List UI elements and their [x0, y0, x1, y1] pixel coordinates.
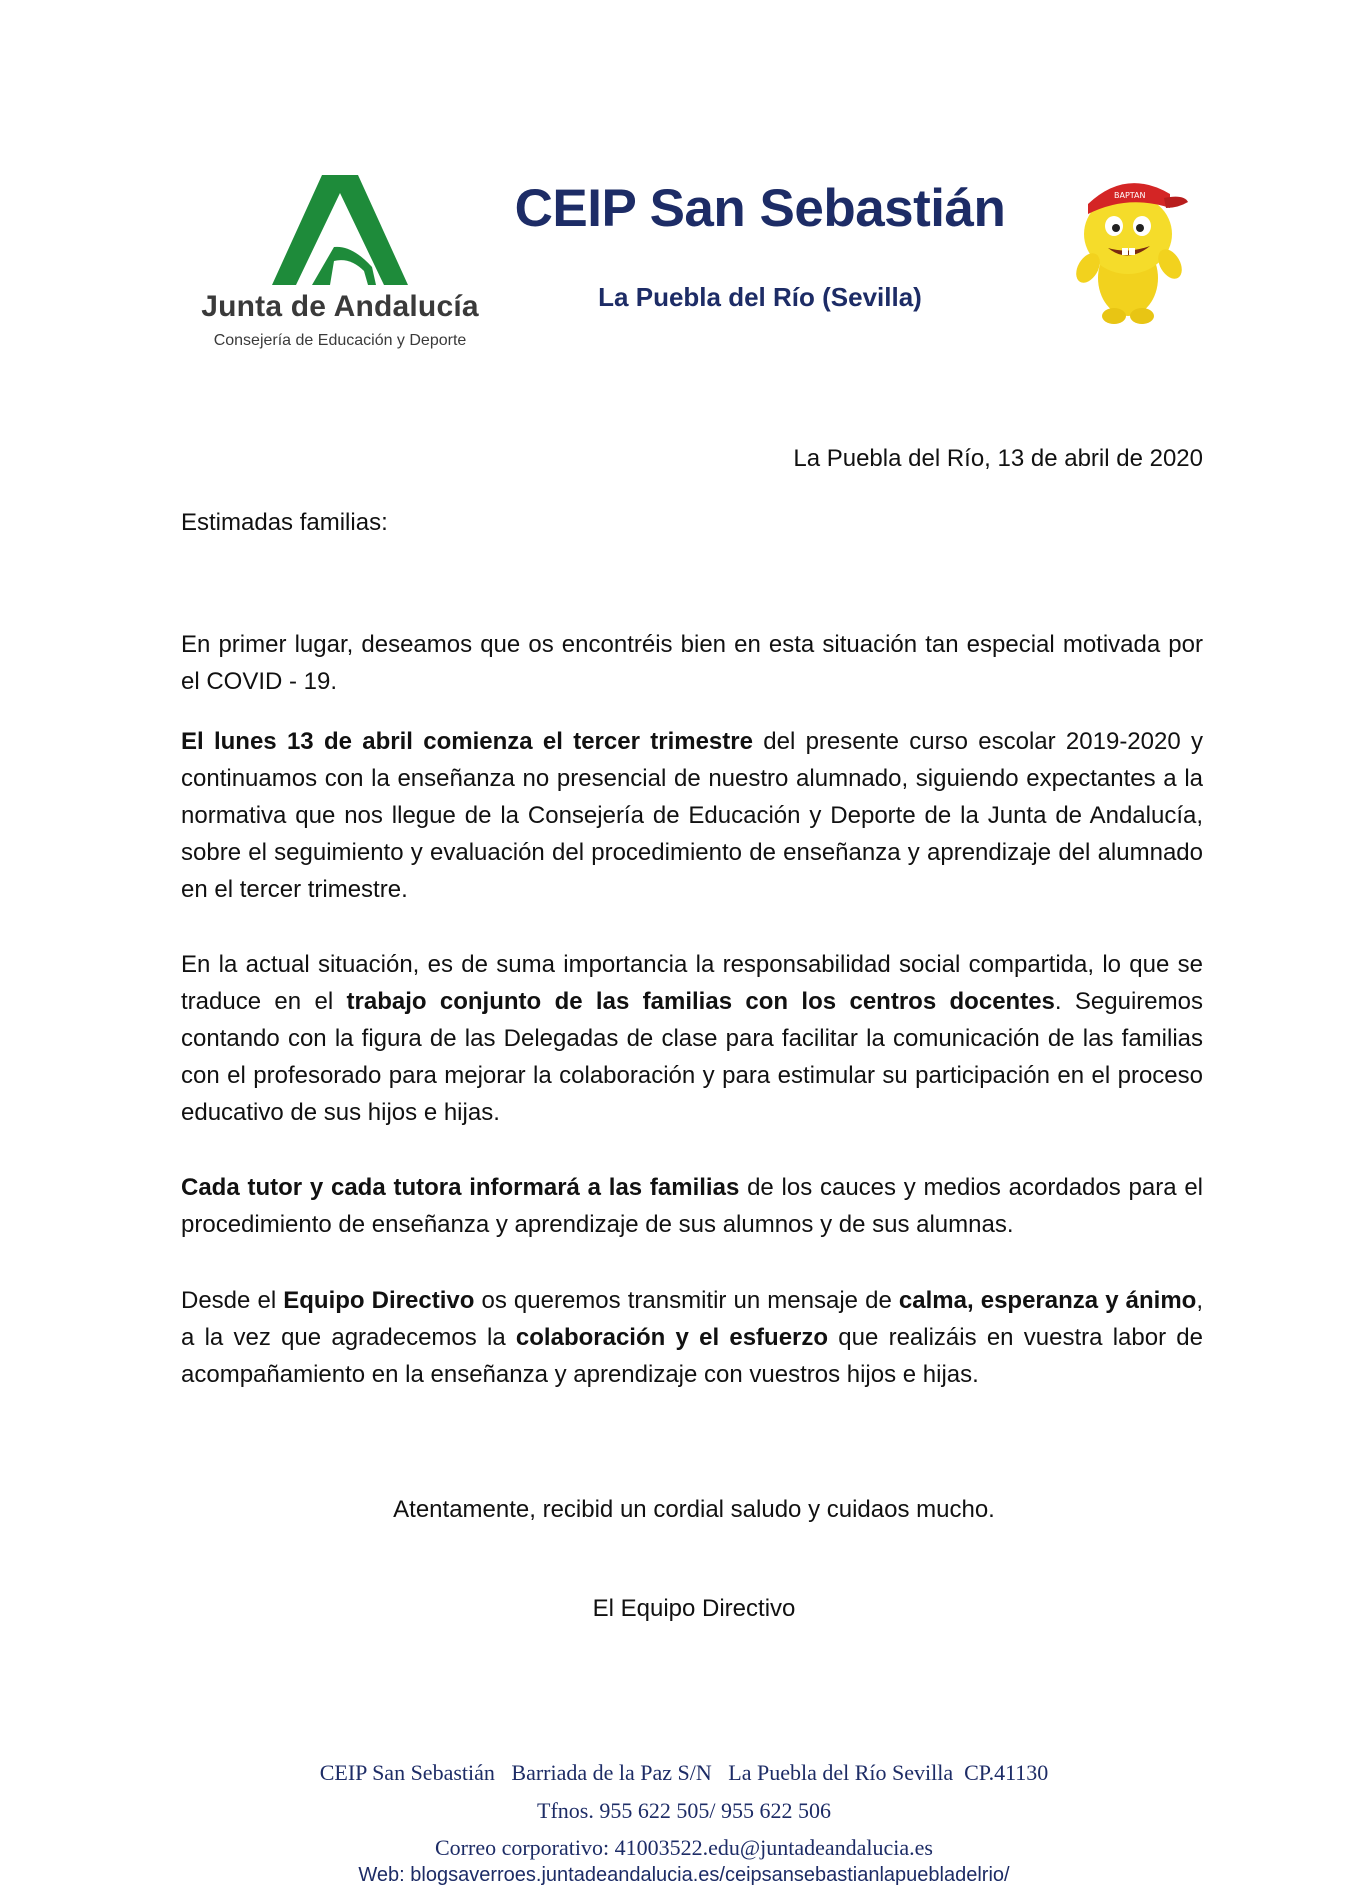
paragraph-3: [181, 946, 1203, 1131]
andalucia-a-icon: [272, 175, 408, 285]
paragraph-3-text-a: En la actual situación, es de suma importancia la responsabilidad social compartida, lo que se traduce en el: [181, 951, 1203, 1015]
paragraph-5-text-d: que realizáis en vuestra labor de acompañamiento en la enseñanza y aprendizaje con vuestros hijos e hijas.: [181, 1324, 1203, 1388]
paragraph-5-highlight-1: Equipo Directivo: [283, 1287, 475, 1314]
paragraph-2-highlight: El lunes 13 de abril comienza el tercer trimestre: [181, 728, 753, 755]
footer-web-link[interactable]: Web: blogsaverroes.juntadeandalucia.es/ceipsansebastianlapuebladelrio/: [358, 1864, 1010, 1886]
paragraph-2-text: del presente curso escolar 2019-2020 y continuamos con la enseñanza no presencial de nuestro alumnado, siguiendo expectantes a la normativa que nos llegue de la Consejería de Educación y Deporte de la Junta de Andalucía, sobre el seguimiento y evaluación del procedimiento de enseñanza y aprendizaje del alumnado en el tercer trimestre.: [181, 728, 1203, 903]
paragraph-5: [181, 1282, 1203, 1393]
mascot-image: [1066, 168, 1190, 328]
paragraph-3-highlight: trabajo conjunto de las familias con los centros docentes: [346, 988, 1055, 1015]
paragraph-5-highlight-2: calma, esperanza y ánimo: [898, 1287, 1197, 1314]
paragraph-3-text-b: . Seguiremos contando con la figura de las Delegadas de clase para facilitar la comunicación de las familias con el profesorado para mejorar la colaboración y para estimular su participación en el proceso educativo de sus hijos e hijas.: [181, 988, 1203, 1126]
paragraph-5-text-a: Desde el: [181, 1287, 284, 1314]
paragraph-4-text: de los cauces y medios acordados para el procedimiento de enseñanza y aprendizaje de sus alumnos y de sus alumnas.: [181, 1174, 1203, 1238]
paragraph-4: [181, 1169, 1203, 1243]
paragraph-5-text-b: os queremos transmitir un mensaje de: [474, 1287, 899, 1314]
paragraph-2: [181, 723, 1203, 908]
school-location: La Puebla del Río (Sevilla): [598, 282, 922, 312]
letter-date: La Puebla del Río, 13 de abril de 2020: [793, 445, 1203, 472]
mascot-cap-text: BAPTAN: [1114, 191, 1146, 200]
letter-greeting: Estimadas familias:: [181, 509, 388, 536]
letter-closing: Atentamente, recibid un cordial saludo y cuidaos mucho.: [393, 1496, 995, 1523]
paragraph-5-text-c: , a la vez que agradecemos la: [181, 1287, 1204, 1351]
letter-signature: El Equipo Directivo: [592, 1595, 796, 1622]
org-department: Consejería de Educación y Deporte: [213, 332, 467, 349]
paragraph-4-highlight: Cada tutor y cada tutora informará a las familias: [181, 1174, 740, 1201]
footer-email: Correo corporativo: 41003522.edu@juntadeandalucia.es: [435, 1835, 933, 1860]
paragraph-1: En primer lugar, deseamos que os encontréis bien en esta situación tan especial motivada por el COVID - 19.: [181, 631, 1203, 695]
junta-andalucia-logo: [200, 175, 480, 365]
footer-phones: Tfnos. 955 622 505/ 955 622 506: [537, 1798, 831, 1823]
school-title: CEIP San Sebastián: [514, 179, 1006, 238]
paragraph-5-highlight-3: colaboración y el esfuerzo: [515, 1324, 829, 1351]
footer-address: [0, 1760, 1368, 1786]
org-name: Junta de Andalucía: [201, 290, 479, 323]
footer-address-text: CEIP San Sebastián Barriada de la Paz S/N La Puebla del Río Sevilla CP.41130: [319, 1760, 1049, 1785]
